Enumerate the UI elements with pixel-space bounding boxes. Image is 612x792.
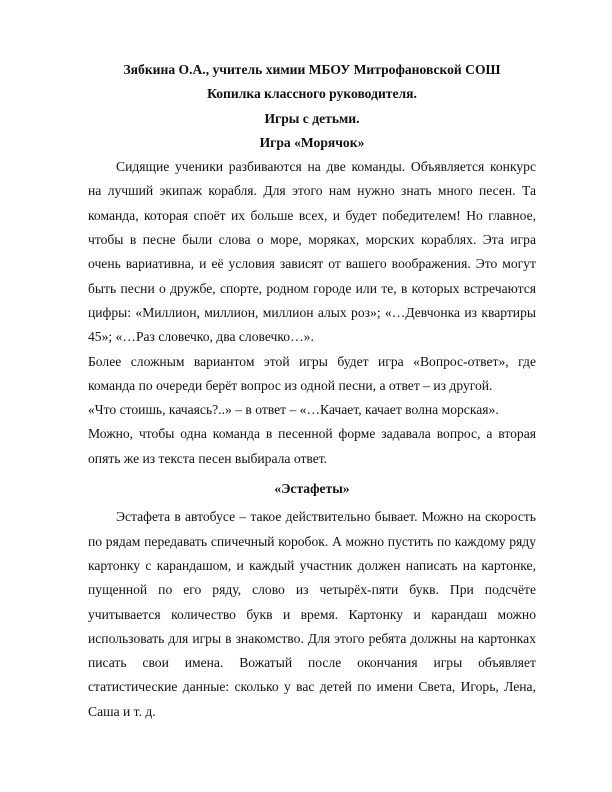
song-form-paragraph: Можно, чтобы одна команда в песенной форме задавала вопрос, а вторая опять же из текста песен выбирала ответ.: [88, 426, 536, 466]
relay-title: «Эстафеты»: [274, 481, 350, 497]
game-title: Игра «Морячок»: [259, 134, 365, 150]
relay-paragraph: Эстафета в автобусе – такое действительно бывает. Можно на скорость по рядам передавать спичечный коробок. А можно пустить по каждому ряду картонку с карандашом, и каждый участник должен написать на картонке, пущенной по его ряду, слово из четырёх-пяти букв. При подсчёте учитывается количество букв и время. Картонку и карандаш можно использовать для игры в знакомство. Для этого ребята должны на картонках писать свои имена. Вожатый после окончания игры объявляет статистические данные: сколько у вас детей по имени Света, Игорь, Лена, Саша и т. д.: [88, 509, 536, 719]
subtitle: Игры с детьми.: [264, 110, 360, 126]
document-page: [88, 58, 536, 724]
variant-paragraph: Более сложным вариантом этой игры будет игра «Вопрос-ответ», где команда по очереди берёт вопрос из одной песни, а ответ – из другой.: [88, 353, 536, 393]
game-paragraph: Сидящие ученики разбиваются на две команды. Объявляется конкурс на лучший экипаж корабля. Для этого нам нужно знать много песен. Та команда, которая споёт их больше всех, и будет победителем! Но главное, чтобы в песне были слова о море, моряках, морских кораблях. Эта игра очень вариативна, и её условия зависят от вашего воображения. Это могут быть песни о дружбе, спорте, родном городе или те, в которых встречаются цифры: «Миллион, миллион, миллион алых роз»; «…Девчонка из квартиры 45»; «…Раз словечко, два словечко…».: [88, 159, 536, 345]
collection-title: Копилка классного руководителя.: [207, 86, 417, 102]
author-line: Зябкина О.А., учитель химии МБОУ Митрофановской СОШ: [123, 62, 501, 77]
example-paragraph: «Что стоишь, качаясь?..» – в ответ – «…Качает, качает волна морская».: [88, 402, 499, 418]
